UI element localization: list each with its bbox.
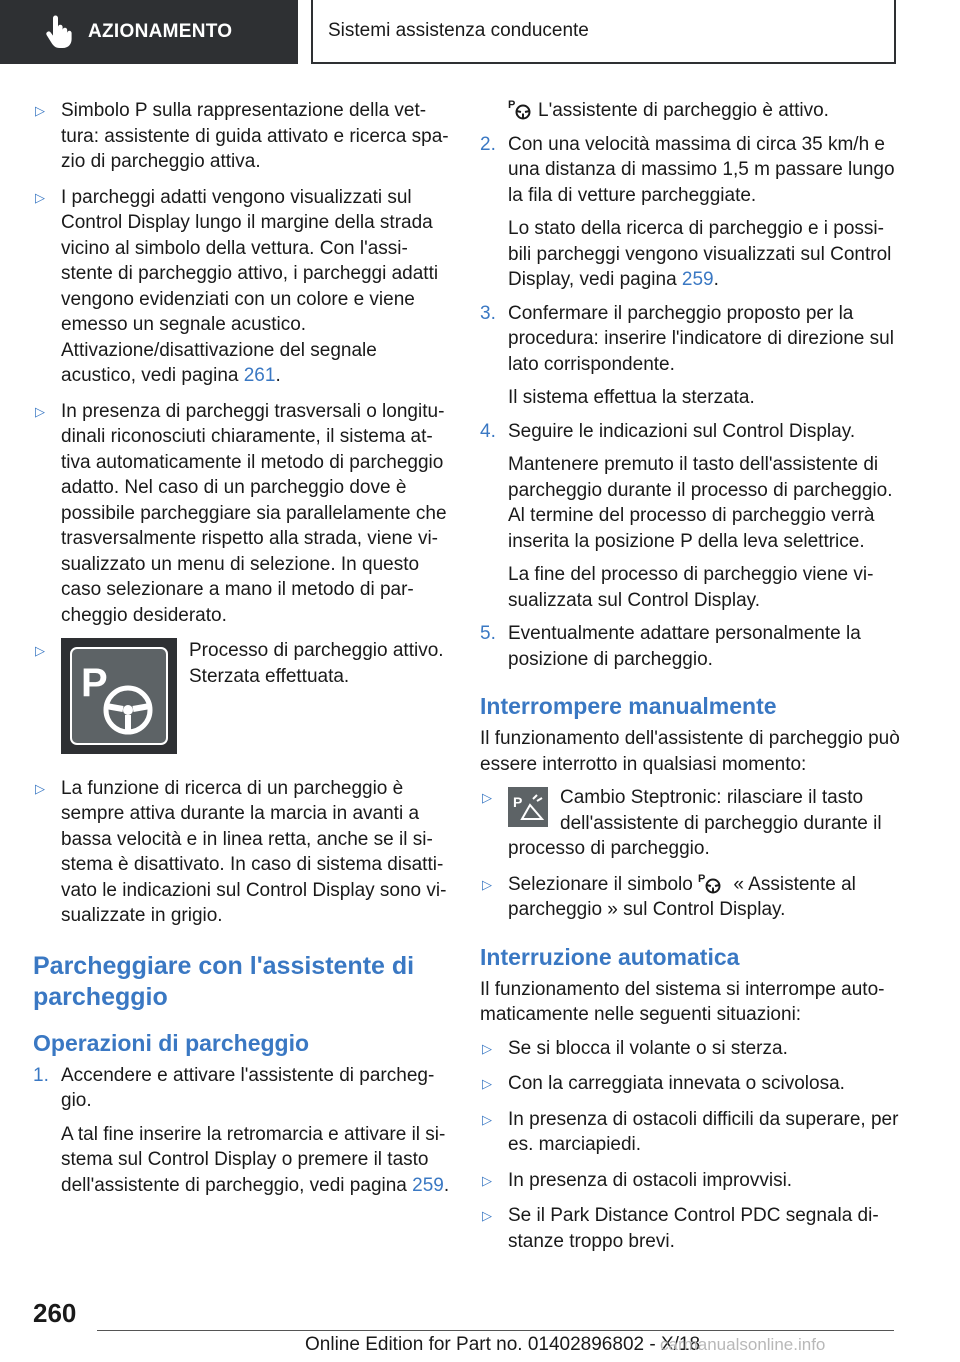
bullet-marker: ▷ [35, 780, 45, 796]
bullet-text: Con la carreggiata innevata o scivolosa. [508, 1073, 845, 1094]
bullet-text: Se il Park Distance Control PDC segnala distanze troppo brevi. [508, 1205, 879, 1252]
svg-text:P: P [508, 99, 516, 111]
step-number: 4. [480, 420, 496, 442]
list-item [33, 98, 451, 175]
bullet-text: Cambio Steptronic: rilasciare il tasto dell'assistente di parcheggio durante il processo di parcheggio. [508, 787, 882, 859]
chapter-title: AZIONAMENTO [88, 21, 233, 42]
step-detail: Lo stato della ricerca di parcheggio e i possibili parcheggi vengono visualizzati sul Control Display, vedi pagina 259. [508, 218, 892, 290]
step-detail: A tal fine inserire la retromarcia e attivare il sistema sul Control Display o premere il tasto dell'assistente di parcheggio, vedi pagina 259. [61, 1123, 450, 1196]
section-header [311, 0, 896, 64]
page-link[interactable]: 259 [412, 1174, 444, 1196]
bullet-text: In presenza di ostacoli improvvisi. [508, 1169, 793, 1191]
step-number: 3. [480, 302, 496, 324]
list-item [480, 1071, 900, 1097]
park-steer-icon [61, 638, 177, 762]
list-item [480, 1107, 900, 1158]
park-assist-button-icon [508, 787, 548, 835]
right-column [480, 98, 900, 1264]
step-detail: Mantenere premuto il tasto dell'assistente di parcheggio durante il processo di parcheggio. Al termine del processo di parcheggio verrà inserita la posizione P della leva selettrice. [508, 454, 893, 552]
bullet-text: Processo di parcheggio attivo. Sterzata effettuata. [189, 640, 444, 687]
paragraph: Il funzionamento del sistema si interrompe automaticamente nelle seguenti situazioni: [480, 978, 885, 1025]
list-item [33, 776, 451, 929]
svg-text:P: P [698, 872, 706, 885]
section-title: Sistemi assistenza conducente [328, 20, 589, 41]
step-text: Eventualmente adattare personalmente la posizione di parcheggio. [508, 623, 861, 670]
bullet-marker: ▷ [482, 790, 492, 805]
bullet-text: I parcheggi adatti vengono visualizzati sul Control Display lungo il margine della strada vicino al simbolo della vettura. Con l'assistente di parcheggio attivo, i parcheggi adatti vengono evidenziati con un colore e viene emesso un segnale acustico. Attivazione/disattivazione del segnale acustico, vedi pagina 261. [61, 186, 439, 386]
step-detail: La fine del processo di parcheggio viene visualizzata sul Control Display. [508, 564, 874, 611]
bullet-text: Se si blocca il volante o si sterza. [508, 1037, 788, 1059]
section-heading: Parcheggiare con l'assistente di parcheggio [33, 951, 415, 1011]
list-item [33, 185, 451, 389]
watermark: carmanualsonline.info [660, 1335, 826, 1354]
subsection-heading: Interrompere manualmente [480, 693, 777, 719]
footer-divider [97, 1330, 894, 1331]
bullet-marker: ▷ [35, 103, 45, 118]
svg-text:P: P [513, 794, 523, 810]
bullet-marker: ▷ [482, 1040, 492, 1056]
list-item [480, 1203, 900, 1254]
bullet-marker: ▷ [482, 1111, 492, 1127]
step-text: Accendere e attivare l'assistente di parcheggio. [61, 1064, 435, 1111]
bullet-marker: ▷ [35, 643, 45, 658]
step-text: Con una velocità massima di circa 35 km/h e una distanza di massimo 1,5 m passare lungo la fila di vetture parcheggiate. [508, 133, 895, 206]
paragraph: Il funzionamento dell'assistente di parcheggio può essere interrotto in qualsiasi momento: [480, 728, 900, 775]
bullet-text: Simbolo P sulla rappresentazione della vettura: assistente di guida attivato e ricerca spazio di parcheggio attiva. [61, 100, 449, 172]
step-number: 5. [480, 623, 496, 644]
step-detail: P L'assistente di parcheggio è attivo. [508, 99, 829, 121]
step-detail: Il sistema effettua la sterzata. [508, 387, 755, 408]
page-link[interactable]: 259 [681, 269, 714, 290]
step-text: Seguire le indicazioni sul Control Display. [508, 420, 856, 442]
bullet-marker: ▷ [35, 403, 45, 419]
bullet-marker: ▷ [482, 876, 492, 892]
list-item [480, 1168, 900, 1194]
park-assist-symbol-icon [508, 98, 532, 120]
step-item [480, 419, 900, 445]
bullet-marker: ▷ [482, 1208, 492, 1223]
bullet-marker: ▷ [35, 189, 45, 205]
subsection-heading: Operazioni di parcheggio [33, 1029, 310, 1056]
chapter-tab [0, 0, 298, 64]
bullet-marker: ▷ [482, 1076, 492, 1091]
bullet-text: In presenza di ostacoli difficili da superare, per es. marciapiedi. [508, 1108, 899, 1155]
step-item [480, 621, 900, 672]
bullet-text: Selezionare il simbolo P « Assistente al parcheggio » sul Control Display. [508, 872, 856, 920]
hand-pointer-icon [38, 12, 78, 52]
bullet-marker: ▷ [482, 1172, 492, 1188]
step-item [33, 1063, 451, 1114]
subsection-heading: Interruzione automatica [480, 943, 740, 970]
park-assist-symbol-icon [698, 872, 722, 894]
bullet-text: La funzione di ricerca di un parcheggio è sempre attiva durante la marcia in avanti a bassa velocità e in linea retta, anche se il sistema è disattivato. In caso di sistema disattivato le indicazioni sul Control Display sono visualizzate in grigio. [61, 777, 447, 926]
step-text: Confermare il parcheggio proposto per la procedura: inserire l'indicatore di direzione sul lato corrispondente. [508, 302, 894, 375]
list-item [33, 399, 451, 629]
page-number: 260 [33, 1298, 77, 1328]
list-item-with-icon [480, 785, 900, 862]
left-column [33, 98, 451, 1206]
step-number: 1. [33, 1064, 49, 1086]
page-link[interactable]: 261 [243, 365, 276, 386]
list-item [480, 872, 900, 923]
bullet-text: In presenza di parcheggi trasversali o longitudinali riconosciuti chiaramente, il sistema attiva automaticamente il metodo di parcheggio adatto. Nel caso di un parcheggio dove è possibile parcheggiare sia parallelamente che trasversalmente rispetto alla strada, viene visualizzato un menu di selezione. In questo caso selezionare a mano il metodo di parcheggio desiderato. [61, 400, 447, 626]
step-number: 2. [480, 133, 496, 155]
svg-text:P: P [81, 661, 108, 705]
list-item-with-icon [33, 638, 451, 762]
step-item [480, 301, 900, 378]
edition-text: Online Edition for Part no. 01402896802 - X/18 [305, 1334, 701, 1355]
list-item [480, 1036, 900, 1062]
step-item [480, 132, 900, 209]
